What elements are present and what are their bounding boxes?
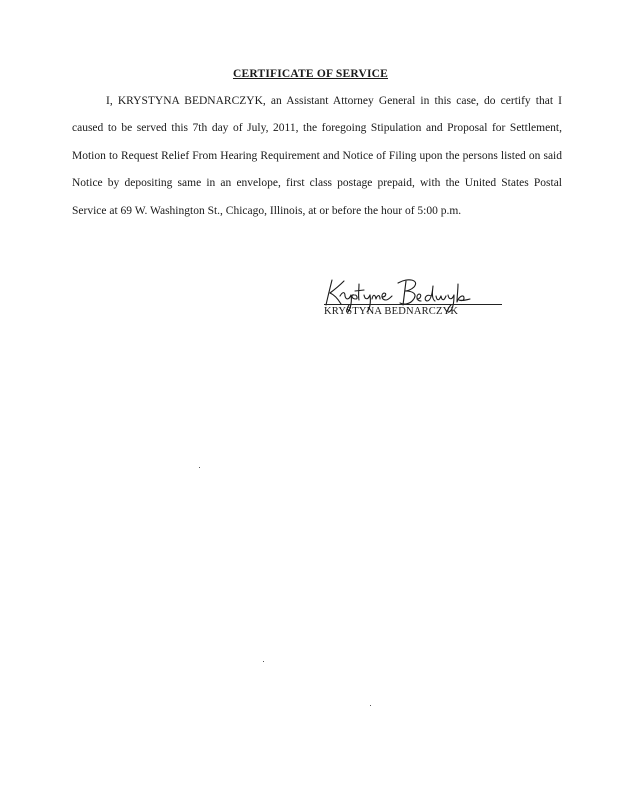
- scan-speck: [370, 705, 371, 706]
- page-title: CERTIFICATE OF SERVICE: [232, 68, 389, 80]
- signature-line: [324, 304, 502, 305]
- signer-name: KRYSTYNA BEDNARCZYK: [324, 306, 459, 317]
- signature-block: [318, 272, 508, 324]
- scan-speck: [263, 661, 264, 662]
- certification-paragraph: I, KRYSTYNA BEDNARCZYK, an Assistant Attorney General in this case, do certify that I caused to be served this 7th day of July, 2011, the foregoing Stipulation and Proposal for Settlement, Motion to Request Relief From Hearing Requirement and Notice of Filing upon the persons listed on said Notice by depositing same in an envelope, first class postage prepaid, with the United States Postal Service at 69 W. Washington St., Chicago, Illinois, at or before the hour of 5:00 p.m.: [72, 95, 562, 217]
- scan-speck: [199, 467, 200, 468]
